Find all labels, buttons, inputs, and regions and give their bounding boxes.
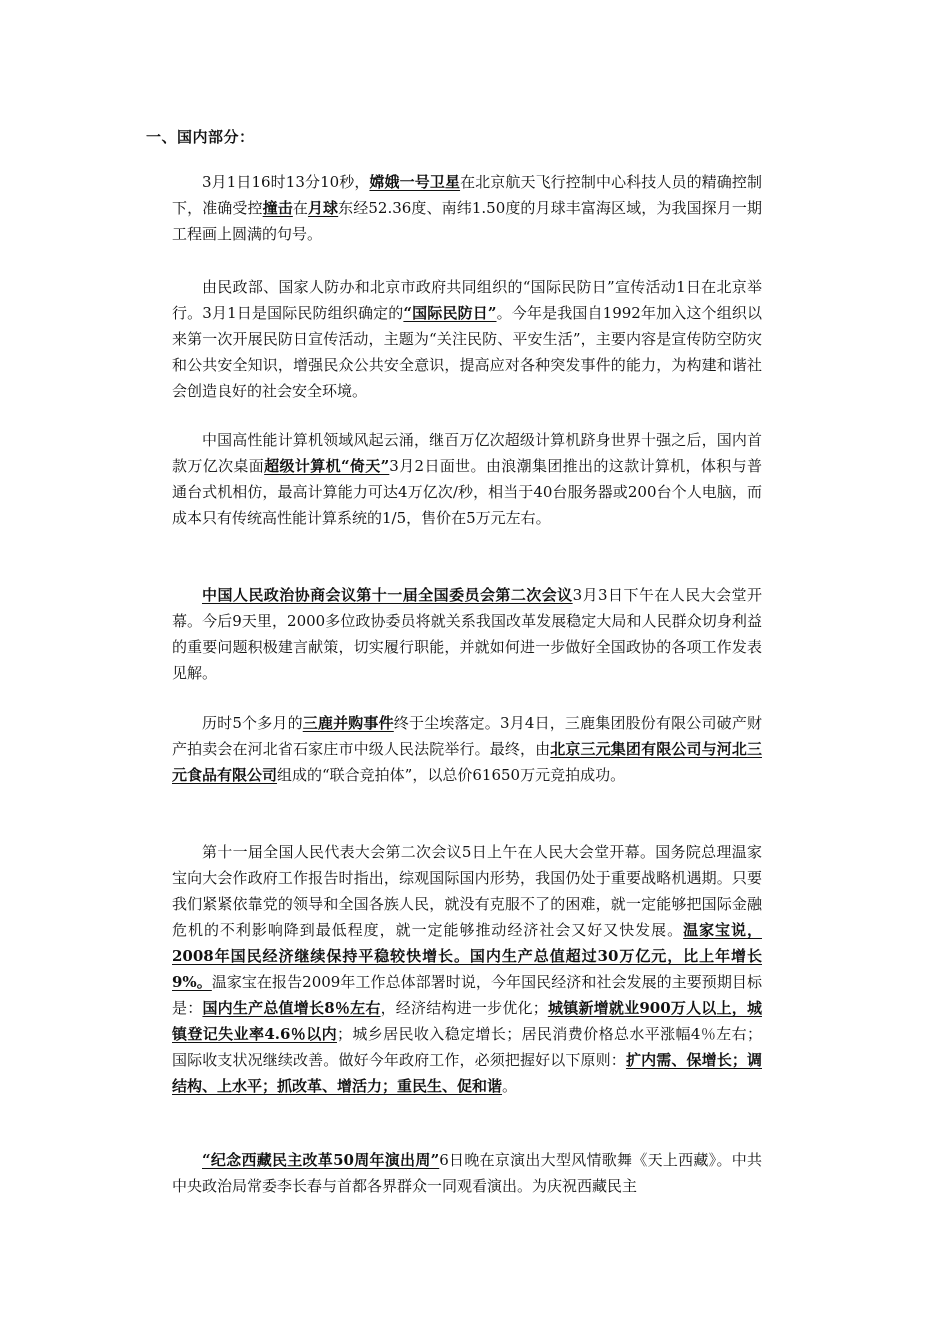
emphasized-text-run: 城镇新增就业900万人以上，城镇登记失业率4.6％以内 [172,999,762,1043]
paragraph-sanlu [172,710,762,788]
text-run: 由民政部、国家人防办和北京市政府共同组织的“国际民防日”宣传活动1日在北京举行。3月1日是国际民防组织确定的 [172,278,762,322]
text-run: 组成的“联合竞拍体”，以总价61650万元竞拍成功。 [277,766,626,784]
paragraph-npc-report [172,839,762,1099]
text-run: 历时5个多月的 [202,714,303,732]
emphasized-text-run: “纪念西藏民主改革50周年演出周” [202,1151,440,1169]
text-run: ，经济结构进一步优化； [380,999,548,1017]
emphasized-text-run: 月球 [307,199,339,217]
emphasized-text-run: 扩内需、保增长；调结构、上水平；抓改革、增活力；重民生、促和谐 [172,1051,762,1095]
text-run: 。 [502,1077,518,1095]
text-run: 中国高性能计算机领域风起云涌，继百万亿次超级计算机跻身世界十强之后，国内首款万亿次桌面 [172,431,762,475]
text-run: 东经52.36度、南纬1.50度的月球丰富海区域，为我国探月一期工程画上圆满的句号。 [172,199,762,243]
text-run: 第十一届全国人民代表大会第二次会议5日上午在人民大会堂开幕。国务院总理温家宝向大会作政府工作报告时指出，综观国际国内形势，我国仍处于重要战略机遇期。只要我们紧紧依靠党的领导和全国各族人民，就没有克服不了的困难，就一定能够把国际金融危机的不利影响降到最低程度，就一定能够推动经济社会又好又快发展。 [172,843,762,939]
text-run: 3月1日16时13分10秒， [202,173,370,191]
emphasized-text-run: 超级计算机“倚天” [264,457,390,475]
emphasized-text-run: 中国人民政治协商会议第十一届全国委员会第二次会议 [202,586,573,604]
emphasized-text-run: 国内生产总值增长8％左右 [202,999,381,1017]
paragraph-supercomputer [172,427,762,531]
text-run: 终于尘埃落定。3月4日，三鹿集团股份有限公司破产财产拍卖会在河北省石家庄市中级人民法院举行。最终，由 [172,714,762,758]
text-run: 温家宝在报告2009年工作总体部署时说，今年国民经济和社会发展的主要预期目标是： [172,973,762,1017]
emphasized-text-run: “国际民防日” [403,304,497,322]
emphasized-text-run: 北京三元集团有限公司与河北三元食品有限公司 [172,740,762,784]
text-run: 6日晚在京演出大型风情歌舞《天上西藏》。中共中央政治局常委李长春与首都各界群众一同观看演出。为庆祝西藏民主 [172,1151,763,1195]
paragraph-civil-defense [172,274,762,404]
paragraph-chang-e [172,169,762,247]
emphasized-text-run: 嫦娥一号卫星 [369,173,461,191]
text-run: ；城乡居民收入稳定增长；居民消费价格总水平涨幅4％左右；国际收支状况继续改善。做好今年政府工作，必须把握好以下原则： [172,1025,762,1069]
emphasized-text-run: 三鹿并购事件 [302,714,394,732]
text-run: 。今年是我国自1992年加入这个组织以来第一次开展民防日宣传活动，主题为“关注民防、平安生活”，主要内容是宣传防空防灾和公共安全知识，增强民众公共安全意识，提高应对各种突发事件的能力，为构建和谐社会创造良好的社会安全环境。 [172,304,762,400]
section-heading: 一、国内部分： [146,128,255,146]
text-run: 3月3日下午在人民大会堂开幕。今后9天里，2000多位政协委员将就关系我国改革发展稳定大局和人民群众切身利益的重要问题积极建言献策，切实履行职能，并就如何进一步做好全国政协的各项工作发表见解。 [172,586,762,682]
text-run: 在 [292,199,308,217]
emphasized-text-run: 温家宝说，2008年国民经济继续保持平稳较快增长。国内生产总值超过30万亿元，比上年增长9%。 [172,921,762,991]
paragraph-tibet-performance [172,1147,762,1199]
paragraph-cppcc [172,582,762,686]
text-run: 3月2日面世。由浪潮集团推出的这款计算机，体积与普通台式机相仿，最高计算能力可达4万亿次/秒，相当于40台服务器或200台个人电脑，而成本只有传统高性能计算系统的1/5，售价在5万元左右。 [172,457,762,527]
emphasized-text-run: 撞击 [262,199,293,217]
text-run: 在北京航天飞行控制中心科技人员的精确控制下，准确受控 [172,173,762,217]
